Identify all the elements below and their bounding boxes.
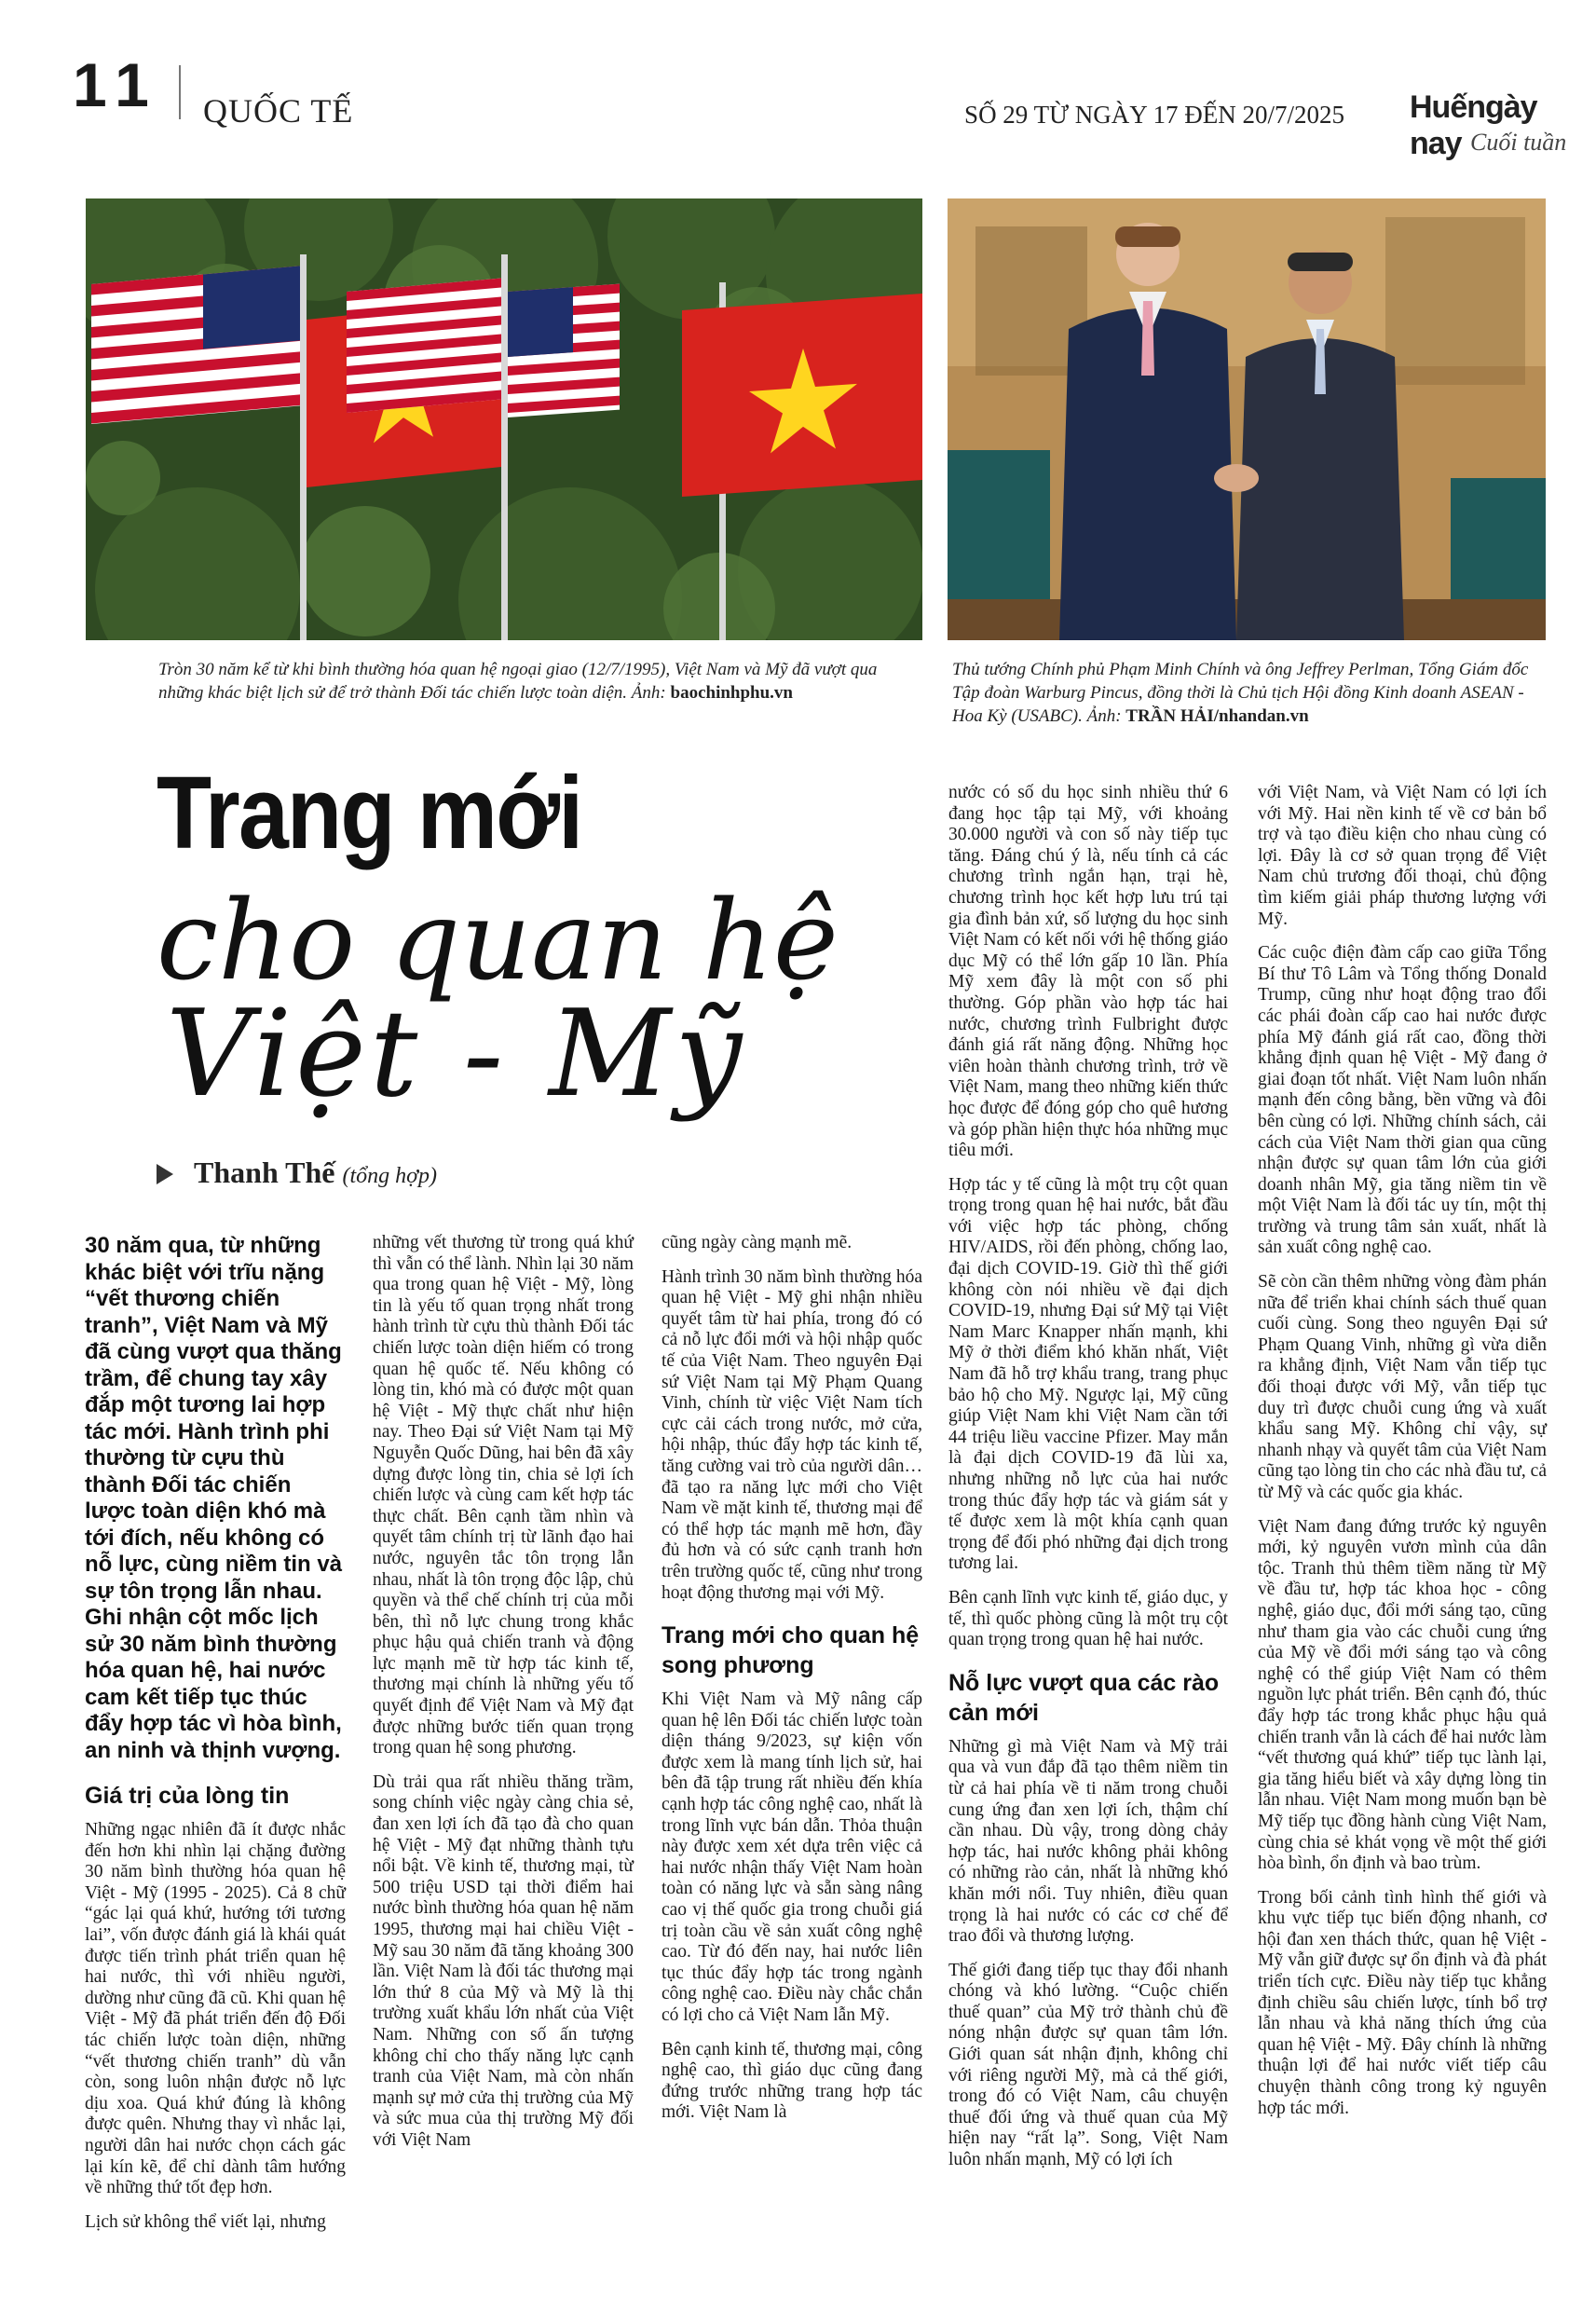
column-2 <box>373 1233 634 2165</box>
flags-photo <box>86 198 922 640</box>
paragraph: Lịch sử không thể viết lại, nhưng <box>85 2211 326 2232</box>
left-photo-caption <box>158 658 904 705</box>
right-caption-text: Thủ tướng Chính phủ Phạm Minh Chính và ông Jeffrey Perlman, Tổng Giám đốc Tập đoàn Warburg Pincus, đồng thời là Chủ tịch Hội đồng Kinh doanh ASEAN - Hoa Kỳ (USABC). Ảnh: <box>952 660 1529 726</box>
left-caption-credit: baochinhphu.vn <box>670 683 793 703</box>
headline-line-1: Trang mới <box>157 756 582 870</box>
header-divider <box>179 65 181 119</box>
paragraph: Dù trải qua rất nhiều thăng trầm, song chính việc ngày càng chia sẻ, đan xen lợi ích đã tạo đà cho quan hệ Việt - Mỹ đạt những thành tựu nổi bật. Về kinh tế, thương mại, từ 500 triệu USD tại thời điểm hai nước bình thường hóa quan hệ năm 1995, thương mại hai chiều Việt - Mỹ sau 30 năm đã tăng khoảng 300 lần. Việt Nam là đối tác thương mại lớn thứ 8 của Mỹ và Mỹ là thị trường xuất khẩu lớn nhất của Việt Nam. Những con số ấn tượng không chỉ cho thấy năng lực cạnh tranh của Việt Nam, mà còn nhấn mạnh sự mở cửa thị trường của Mỹ và sức mua của thị trường Mỹ đối với Việt Nam <box>373 1772 634 2150</box>
left-caption-text: Tròn 30 năm kể từ khi bình thường hóa quan hệ ngoại giao (12/7/1995), Việt Nam và Mỹ đã vượt qua những khác biệt lịch sử để trở thành Đối tác chiến lược toàn diện. Ảnh: <box>158 660 878 703</box>
subheading-1: Giá trị của lòng tin <box>85 1783 290 1809</box>
headline-line-2: cho quan hệ <box>157 876 839 1005</box>
author-role: (tổng hợp) <box>342 1164 437 1188</box>
page-number: 11 <box>73 50 160 119</box>
paragraph: Sẽ còn cần thêm những vòng đàm phán nữa để triển khai chính sách thuế quan cuối cùng. Song theo nguyên Đại sứ Phạm Quang Vinh, những gì vừa diễn ra khẳng định, Việt Nam vẫn tiếp tục đối thoại được với Mỹ, vẫn tiếp tục duy trì được chuỗi cung ứng và xuất khẩu sang Mỹ. Không chỉ vậy, sự nhanh nhạy và quyết tâm của Việt Nam cũng tạo lòng tin cho các nhà đầu tư, cả từ Mỹ và các quốc gia khác. <box>1258 1272 1547 1502</box>
play-arrow-icon <box>157 1164 173 1184</box>
brand-subtitle: Cuối tuần <box>1470 129 1567 156</box>
subheading-3: Nỗ lực vượt qua các rào cản mới <box>948 1669 1220 1726</box>
paragraph: với Việt Nam, và Việt Nam có lợi ích với Mỹ. Hai nền kinh tế về cơ bản bổ trợ và tạo điều kiện cho nhau cùng có lợi. Đây là cơ sở quan trọng để Việt Nam chủ trương đối thoại, chủ động tìm kiếm giải pháp thương lượng với Mỹ. <box>1258 783 1547 929</box>
issue-info: SỐ 29 TỪ NGÀY 17 ĐẾN 20/7/2025 <box>964 101 1344 129</box>
paragraph: Bên cạnh kinh tế, thương mại, công nghệ cao, thì giáo dục cũng đang đứng trước những trang hợp tác mới. Việt Nam là <box>662 2039 922 2123</box>
column-5 <box>1258 783 1547 2132</box>
paragraph: Khi Việt Nam và Mỹ nâng cấp quan hệ lên Đối tác chiến lược toàn diện tháng 9/2023, sự kiện vốn được xem là mang tính lịch sử, hai bên đã tập trung rất nhiều đến khía cạnh hợp tác công nghệ cao, nhất là trong lĩnh vực bán dẫn. Thỏa thuận này được xem xét dựa trên việc cả hai nước nhận thấy Việt Nam hoàn toàn có năng lực và sẵn sàng nâng cao vị thế quốc gia trong chuỗi giá trị toàn cầu về sản xuất công nghệ cao. Từ đó đến nay, hai nước liên tục thúc đẩy hợp tác trong ngành công nghệ cao. Điều này chắc chắn có lợi cho cả Việt Nam lẫn Mỹ. <box>662 1690 922 2025</box>
paragraph: Hợp tác y tế cũng là một trụ cột quan trọng trong quan hệ hai nước, bắt đầu với việc hợp tác phòng, chống HIV/AIDS, rồi đến phòng, chống lao, đại dịch COVID-19. Giờ thì thế giới không còn nói nhiều về đại dịch COVID-19, nhưng Đại sứ Mỹ tại Việt Nam Marc Knapper nhấn mạnh, khi Mỹ ở thời điểm khó khăn nhất, Việt Nam đã hỗ trợ khẩu trang, trang phục bảo hộ cho Mỹ. Ngược lại, Mỹ cũng giúp Việt Nam khi Việt Nam cần tới 44 triệu liều vaccine Pfizer. May mắn là đại dịch COVID-19 đã lùi xa, nhưng những nỗ lực của hai nước trong thúc đẩy hợp tác và giám sát y tế được xem là một khía cạnh quan trọng để đối phó những đại dịch trong tương lai. <box>948 1174 1228 1574</box>
handshake-photo <box>948 198 1546 640</box>
paragraph: cũng ngày càng mạnh mẽ. <box>662 1233 853 1252</box>
author-name: Thanh Thế <box>194 1156 335 1189</box>
column-3 <box>662 1233 922 2137</box>
paragraph: Trong bối cảnh tình hình thế giới và khu vực tiếp tục biến động nhanh, cơ hội đan xen thách thức, quan hệ Việt - Mỹ vẫn giữ được sự ổn định và đà phát triển tích cực. Điều này tiếp tục khẳng định chiều sâu chiến lược, tính bổ trợ lẫn nhau và khả năng thích ứng của quan hệ Việt - Mỹ. Đây chính là những thuận lợi để hai nước viết tiếp câu chuyện thành công trong kỷ nguyên hợp tác mới. <box>1258 1887 1547 2118</box>
column-1 <box>85 1233 346 2246</box>
byline <box>157 1156 437 1190</box>
lead-paragraph: 30 năm qua, từ những khác biệt với trĩu nặng “vết thương chiến tranh”, Việt Nam và Mỹ đã cùng vượt qua thăng trầm, để chung tay xây đắp một tương lai hợp tác mới. Hành trình phi thường từ cựu thù thành Đối tác chiến lược toàn diện khó mà tới đích, nếu không có nỗ lực, cùng niềm tin và sự tôn trọng lẫn nhau. Ghi nhận cột mốc lịch sử 30 năm bình thường hóa quan hệ, hai nước cam kết tiếp tục thúc đẩy hợp tác vì hòa bình, an ninh và thịnh vượng. <box>85 1233 343 1763</box>
column-4 <box>948 783 1228 2184</box>
right-photo-caption <box>952 658 1548 728</box>
paragraph: Hành trình 30 năm bình thường hóa quan hệ Việt - Mỹ ghi nhận nhiều quyết tâm từ hai phía, trong đó có cả nỗ lực đổi mới và hội nhập quốc tế của Việt Nam. Theo nguyên Đại sứ Việt Nam tại Mỹ Phạm Quang Vinh, chính từ việc Việt Nam tích cực cải cách trong nước, mở cửa, hội nhập, thúc đẩy hợp tác kinh tế, tăng cường vai trò của người dân… đã tạo ra năng lực mới cho Việt Nam về mặt kinh tế, thương mại để có thể hợp tác mạnh mẽ hơn, đầy đủ hơn và có sức cạnh tranh hơn trên trường quốc tế, cũng như trong hoạt động thương mại với Mỹ. <box>662 1266 922 1603</box>
paragraph: Thế giới đang tiếp tục thay đổi nhanh chóng và khó lường. “Cuộc chiến thuế quan” của Mỹ trở thành chủ đề nóng nhận được sự quan tâm lớn. Giới quan sát nhận định, không chỉ với riêng người Mỹ, mà cả thế giới, trong đó có Việt Nam, câu chuyện thuế đối ứng và thuế quan của Mỹ hiện nay “rất lạ”. Song, Việt Nam luôn nhấn mạnh, Mỹ có lợi ích <box>948 1960 1228 2170</box>
subheading-2: Trang mới cho quan hệ song phương <box>662 1622 920 1679</box>
paragraph: Những ngạc nhiên đã ít được nhắc đến hơn khi nhìn lại chặng đường 30 năm bình thường hóa quan hệ Việt - Mỹ (1995 - 2025). Cả 8 chữ “gác lại quá khứ, hướng tới tương lai”, vốn được đánh giá là khái quát được tiến trình phát triển quan hệ hai nước, thì với nhiều người, dường như cũng đã cũ. Khi quan hệ Việt - Mỹ đã phát triển đến độ Đối tác chiến lược toàn diện, những “vết thương chiến tranh” dù vẫn còn, song luôn nhận được nỗ lực dịu xoa. Quá khứ đúng là không được quên. Nhưng thay vì nhắc lại, người dân hai nước chọn cách gác lại kín kẽ, để chỉ dành tâm hướng về những thứ tốt đẹp hơn. <box>85 1820 346 2198</box>
paragraph: Bên cạnh lĩnh vực kinh tế, giáo dục, y tế, thì quốc phòng cũng là một trụ cột quan trọng trong quan hệ hai nước. <box>948 1587 1228 1650</box>
paragraph: Các cuộc điện đàm cấp cao giữa Tổng Bí thư Tô Lâm và Tổng thống Donald Trump, cũng như hoạt động trao đổi các phái đoàn cấp cao hai nước được phía Mỹ đánh giá rất cao, đồng thời khẳng định quan hệ Việt - Mỹ đang ở giai đoạn tốt nhất. Việt Nam luôn nhấn mạnh đến công bằng, bền vững và đôi bên cùng có lợi. Những chính sách, cải cách của Việt Nam thời gian qua cũng nhận được sự quan tâm lớn của giới doanh nhân Mỹ, gia tăng niềm tin về một Việt Nam là đối tác uy tín, một thị trường và trung tâm sản xuất, nhất là sản xuất công nghệ cao. <box>1258 943 1547 1258</box>
brand-logo: Huếngày nay <box>1410 89 1537 161</box>
paragraph: Những gì mà Việt Nam và Mỹ trải qua và vun đắp đã tạo thêm niềm tin từ cả hai phía về ti năm trong chuỗi cung ứng đan xen lợi ích, thậm chí cần nhau. Dù vậy, trong dòng chảy hợp tác, hai nước không phải không có những rào cản, nhất là những khó khăn mới nổi. Tuy nhiên, điều quan trọng là hai nước có các cơ chế để trao đổi và thương lượng. <box>948 1736 1228 1947</box>
paragraph: Việt Nam đang đứng trước kỷ nguyên mới, kỷ nguyên vươn mình của dân tộc. Tranh thủ thêm tiềm năng từ Mỹ về đầu tư, hợp tác khoa học - công nghệ, giáo dục, đổi mới sáng tạo, cũng như tham gia vào các chuỗi cung ứng của Mỹ về đổi mới sáng tạo và công nghệ có thể giúp Việt Nam có thêm nguồn lực phát triển. Bên cạnh đó, thúc đẩy hợp tác trong khắc phục hậu quả chiến tranh vẫn là cách để hai nước làm “vết thương quá khứ” tiếp tục lành lại, gia tăng hiểu biết và xây dựng lòng tin lẫn nhau. Việt Nam mong muốn bạn bè Mỹ tiếp tục đồng hành cùng Việt Nam, cùng chia sẻ khát vọng về một thế giới hòa bình, ổn định và bao trùm. <box>1258 1516 1547 1874</box>
right-caption-credit: TRẦN HẢI/nhandan.vn <box>1125 706 1309 726</box>
headline-line-3: Việt - Mỹ <box>166 985 746 1124</box>
section-name: QUỐC TẾ <box>203 92 354 130</box>
paragraph: nước có số du học sinh nhiều thứ 6 đang học tập tại Mỹ, với khoảng 30.000 người và con số này tiếp tục tăng. Đáng chú ý là, nếu tính cả các chương trình ngắn hạn, trại hè, chương trình học kết hợp lưu trú tại gia đình bản xứ, số lượng du học sinh Việt Nam có kết nối với hệ thống giáo dục Mỹ có thể lớn gấp 10 lần. Phía Mỹ xem đây là một con số phi thường. Góp phần vào hợp tác hai nước, chương trình Fulbright được đánh giá rất năng động. Những học viên hoàn thành chương trình, trở về Việt Nam, mang theo những kiến thức học được để đóng góp cho quê hương và góp phần hiện thực hóa những mục tiêu mới. <box>948 783 1228 1161</box>
paragraph: những vết thương từ trong quá khứ thì vẫn có thể lành. Nhìn lại 30 năm qua trong quan hệ Việt - Mỹ, lòng tin là yếu tố quan trọng nhất trong hành trình từ cựu thù thành Đối tác chiến lược toàn diện hiếm có trong quan hệ quốc tế. Nếu không có lòng tin, khó mà có được một quan hệ Việt - Mỹ thực chất như hiện nay. Theo Đại sứ Việt Nam tại Mỹ Nguyễn Quốc Dũng, hai bên đã xây dựng được lòng tin, chia sẻ lợi ích chiến lược và cùng cam kết hợp tác thực chất. Bên cạnh tầm nhìn và quyết tâm chính trị từ lãnh đạo hai nước, nguyên tắc tôn trọng lẫn nhau, nhất là tôn trọng độc lập, chủ quyền và thể chế chính trị của mỗi bên, thì nỗ lực chung trong khắc phục hậu quả chiến tranh và động lực mạnh mẽ từ hợp tác kinh tế, thương mại chính là những yếu tố quyết định để Việt Nam và Mỹ đạt được những bước tiến quan trọng trong quan hệ song phương. <box>373 1233 634 1758</box>
